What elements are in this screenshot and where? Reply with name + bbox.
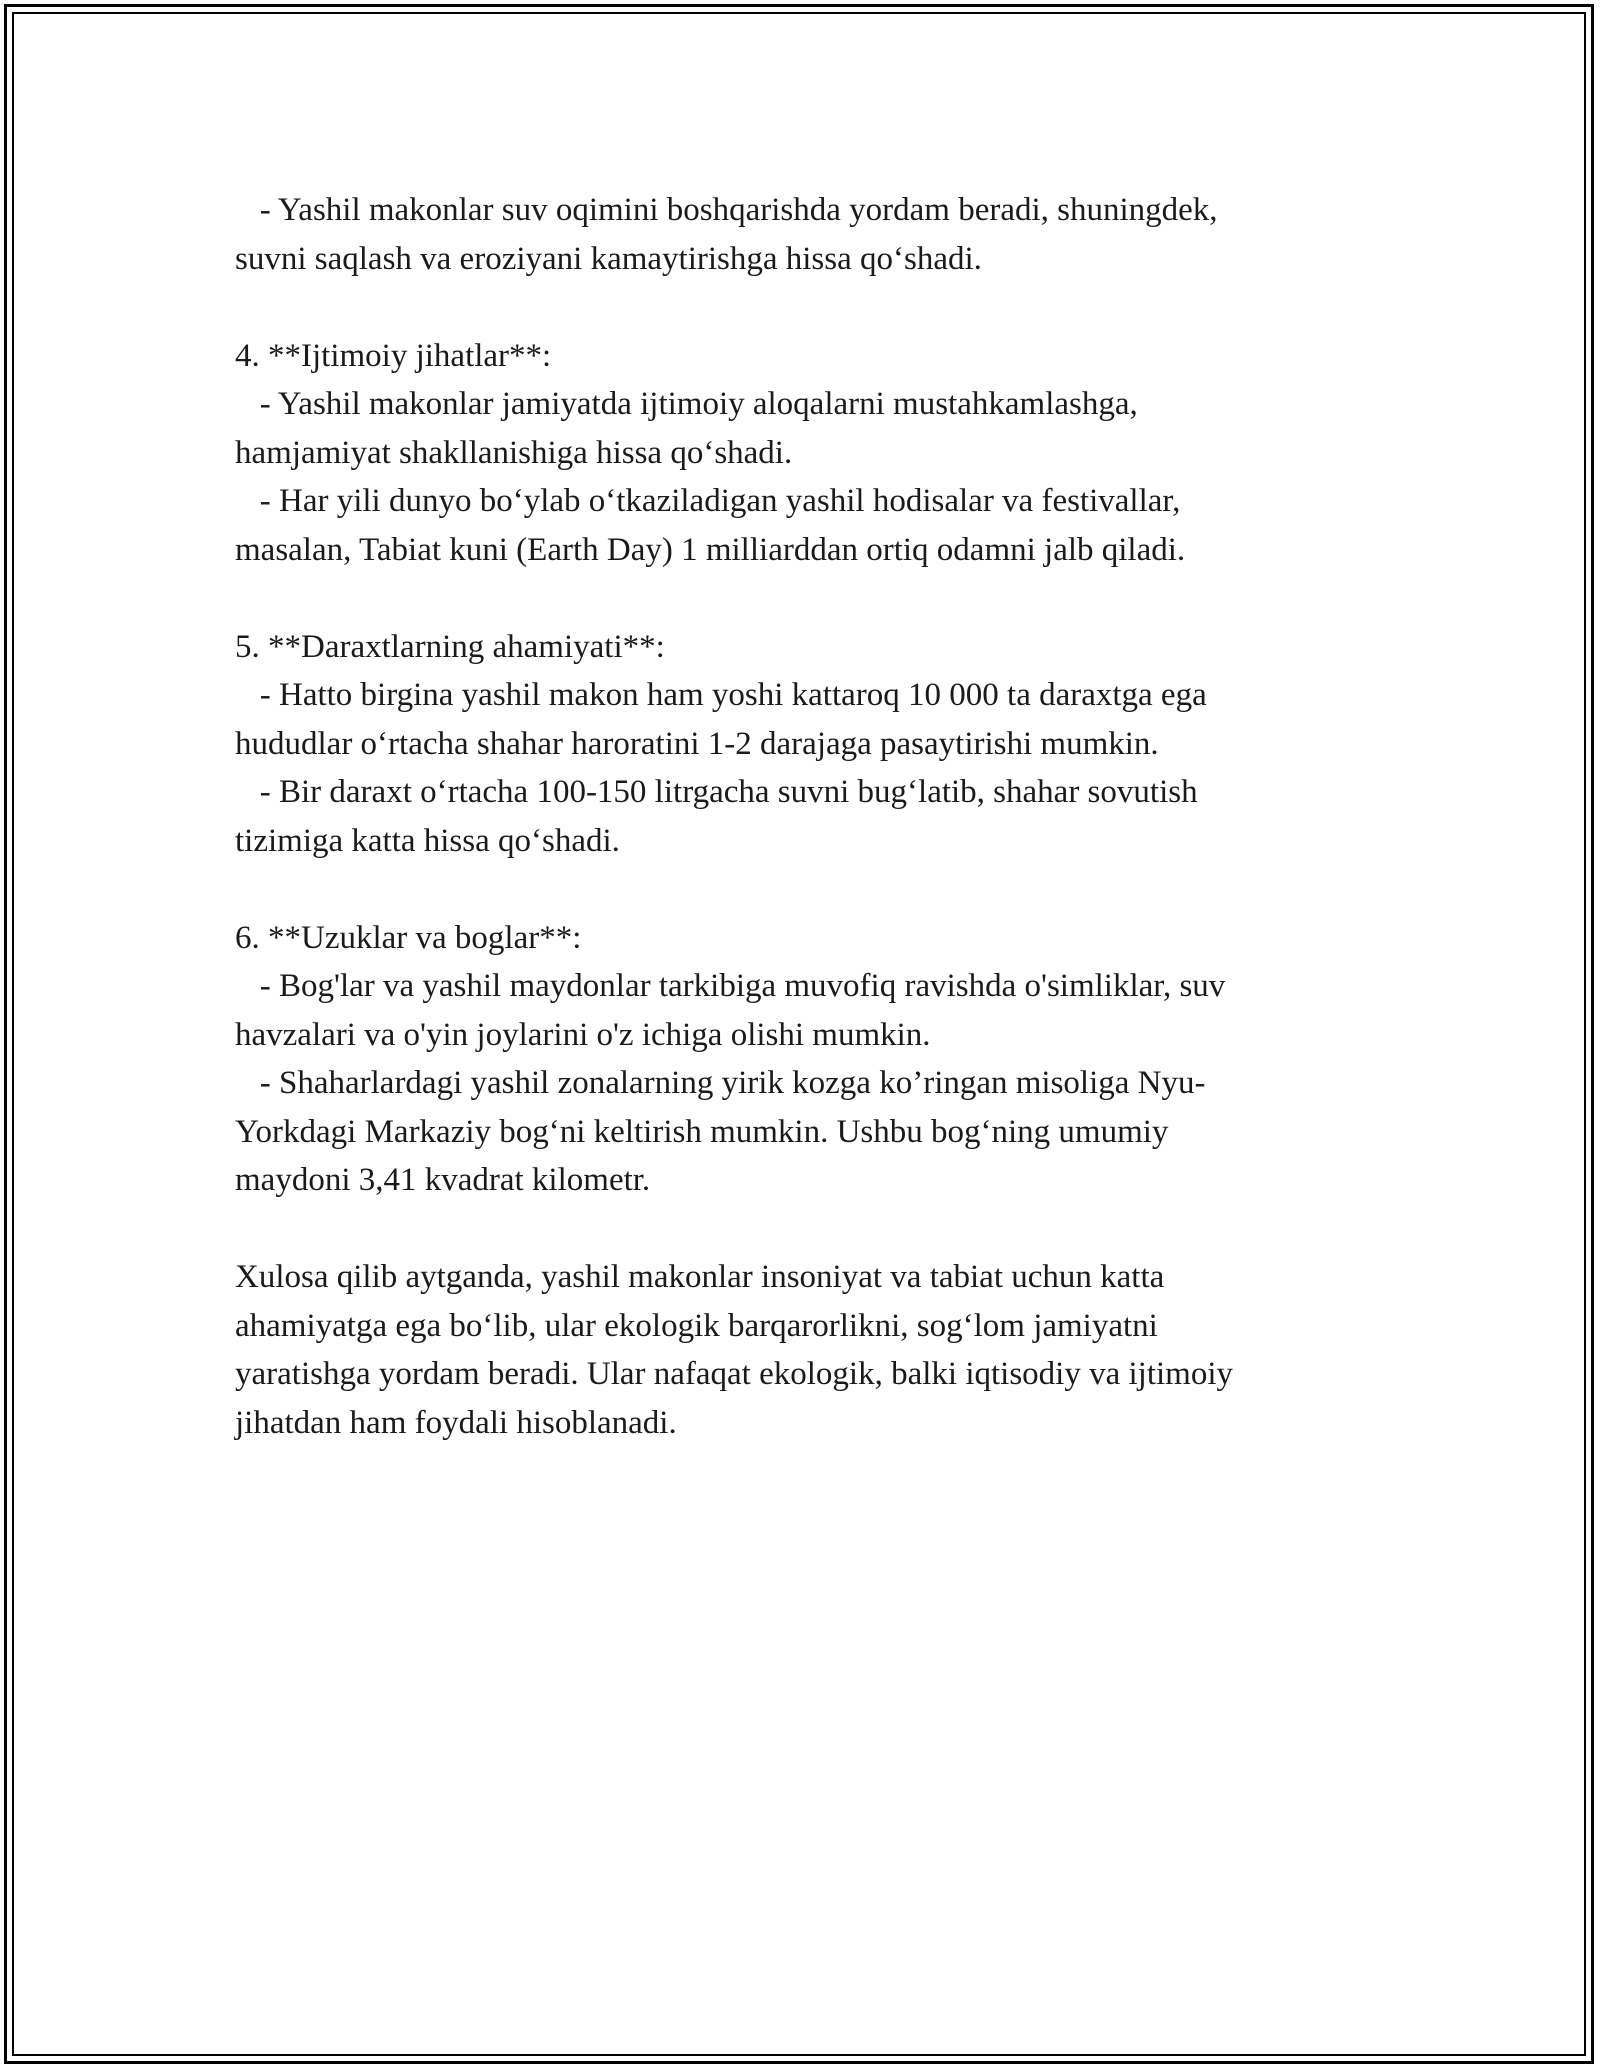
text-line: Yorkdagi Markaziy bog‘ni keltirish mumkin. Ushbu bog‘ning umumiy bbox=[235, 1113, 1169, 1150]
paragraph-gap bbox=[235, 865, 1375, 914]
text-line: - Bog'lar va yashil maydonlar tarkibiga muvofiq ravishda o'simliklar, suv bbox=[235, 968, 1226, 1004]
text-line: maydoni 3,41 kvadrat kilometr. bbox=[235, 1162, 651, 1198]
text-line: - Yashil makonlar jamiyatda ijtimoiy aloqalarni mustahkamlashga, bbox=[235, 386, 1138, 422]
text-line: - Shaharlardagi yashil zonalarning yirik kozga ko’ringan misoliga Nyu- bbox=[235, 1065, 1206, 1101]
text-line: hamjamiyat shakllanishiga hissa qo‘shadi. bbox=[235, 434, 793, 471]
text-line: masalan, Tabiat kuni (Earth Day) 1 milliarddan ortiq odamni jalb qiladi. bbox=[235, 531, 1186, 568]
document-body bbox=[235, 186, 1375, 1447]
text-line: hududlar o‘rtacha shahar haroratini 1-2 darajaga pasaytirishi mumkin. bbox=[235, 725, 1159, 762]
section-heading-6: 6. **Uzuklar va boglar**: bbox=[235, 919, 582, 956]
text-line: - Bir daraxt o‘rtacha 100-150 litrgacha suvni bug‘latib, shahar sovutish bbox=[235, 774, 1198, 810]
paragraph-gap bbox=[235, 283, 1375, 332]
paragraph-gap bbox=[235, 574, 1375, 623]
conclusion-line: yaratishga yordam beradi. Ular nafaqat ekologik, balki iqtisodiy va ijtimoiy bbox=[235, 1356, 1233, 1392]
conclusion-line: jihatdan ham foydali hisoblanadi. bbox=[235, 1404, 677, 1441]
section-heading-4: 4. **Ijtimoiy jihatlar**: bbox=[235, 337, 552, 374]
conclusion-line: ahamiyatga ega bo‘lib, ular ekologik barqarorlikni, sog‘lom jamiyatni bbox=[235, 1307, 1158, 1344]
text-line: havzalari va o'yin joylarini o'z ichiga olishi mumkin. bbox=[235, 1016, 931, 1053]
section-heading-5: 5. **Daraxtlarning ahamiyati**: bbox=[235, 628, 665, 665]
paragraph-gap bbox=[235, 1205, 1375, 1254]
text-line: - Har yili dunyo bo‘ylab o‘tkaziladigan yashil hodisalar va festivallar, bbox=[235, 483, 1181, 519]
text-line: - Hatto birgina yashil makon ham yoshi kattaroq 10 000 ta daraxtga ega bbox=[235, 677, 1207, 713]
text-line: suvni saqlash va eroziyani kamaytirishga hissa qo‘shadi. bbox=[235, 240, 982, 277]
text-line: tizimiga katta hissa qo‘shadi. bbox=[235, 822, 620, 859]
conclusion-line: Xulosa qilib aytganda, yashil makonlar insoniyat va tabiat uchun katta bbox=[235, 1259, 1165, 1295]
text-line: - Yashil makonlar suv oqimini boshqarishda yordam beradi, shuningdek, bbox=[235, 192, 1218, 228]
